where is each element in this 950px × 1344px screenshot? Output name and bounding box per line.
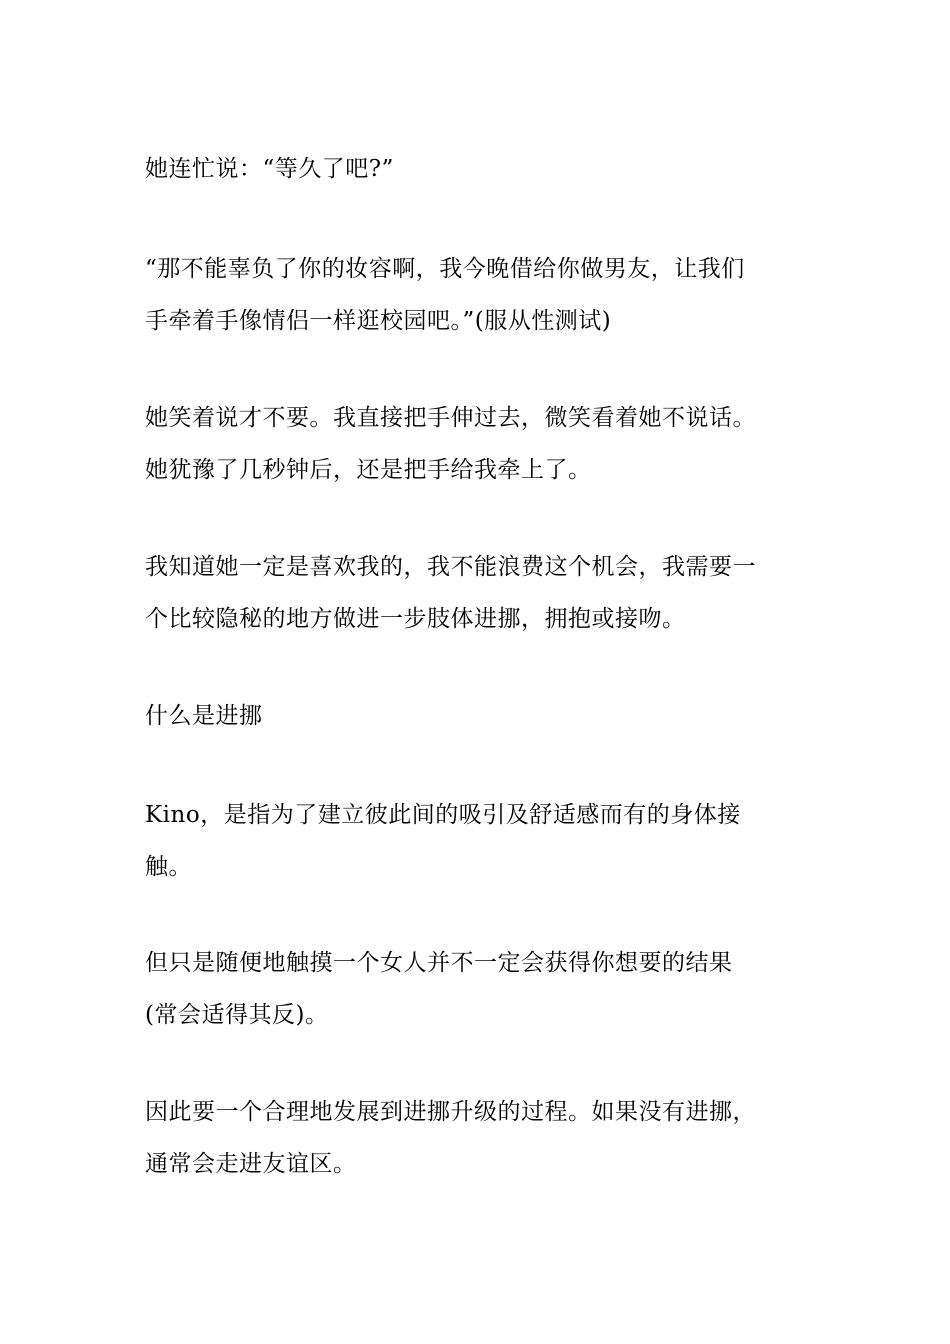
paragraph-line: 个比较隐秘的地方做进一步肢体进挪，拥抱或接吻。 xyxy=(145,606,686,632)
paragraph-line: “那不能辜负了你的妆容啊，我今晚借给你做男友，让我们 xyxy=(145,256,745,282)
paragraph-3 xyxy=(145,392,815,496)
paragraph-line: 通常会走进友谊区。 xyxy=(145,1151,357,1177)
paragraph-line: 她连忙说：“等久了吧?” xyxy=(145,156,394,182)
paragraph-6 xyxy=(145,789,815,893)
paragraph-line: 她犹豫了几秒钟后，还是把手给我牵上了。 xyxy=(145,457,592,483)
paragraph-line: 什么是进挪 xyxy=(145,703,263,729)
paragraph-2 xyxy=(145,243,815,347)
paragraph-line: 她笑着说才不要。我直接把手伸过去，微笑看着她不说话。 xyxy=(145,405,756,431)
paragraph-line: 因此要一个合理地发展到进挪升级的过程。如果没有进挪， xyxy=(145,1099,756,1125)
paragraph-1 xyxy=(145,143,815,195)
section-heading xyxy=(145,690,815,742)
paragraph-line: 触。 xyxy=(145,854,192,880)
paragraph-7 xyxy=(145,937,815,1041)
paragraph-line: 但只是随便地触摸一个女人并不一定会获得你想要的结果 xyxy=(145,950,733,976)
paragraph-line: Kino，是指为了建立彼此间的吸引及舒适感而有的身体接 xyxy=(145,802,741,828)
paragraph-line: 我知道她一定是喜欢我的，我不能浪费这个机会，我需要一 xyxy=(145,554,756,580)
paragraph-line: (常会适得其反)。 xyxy=(145,1002,329,1028)
paragraph-8 xyxy=(145,1086,815,1190)
paragraph-4 xyxy=(145,541,815,645)
paragraph-line: 手牵着手像情侣一样逛校园吧。”(服从性测试) xyxy=(145,308,612,334)
